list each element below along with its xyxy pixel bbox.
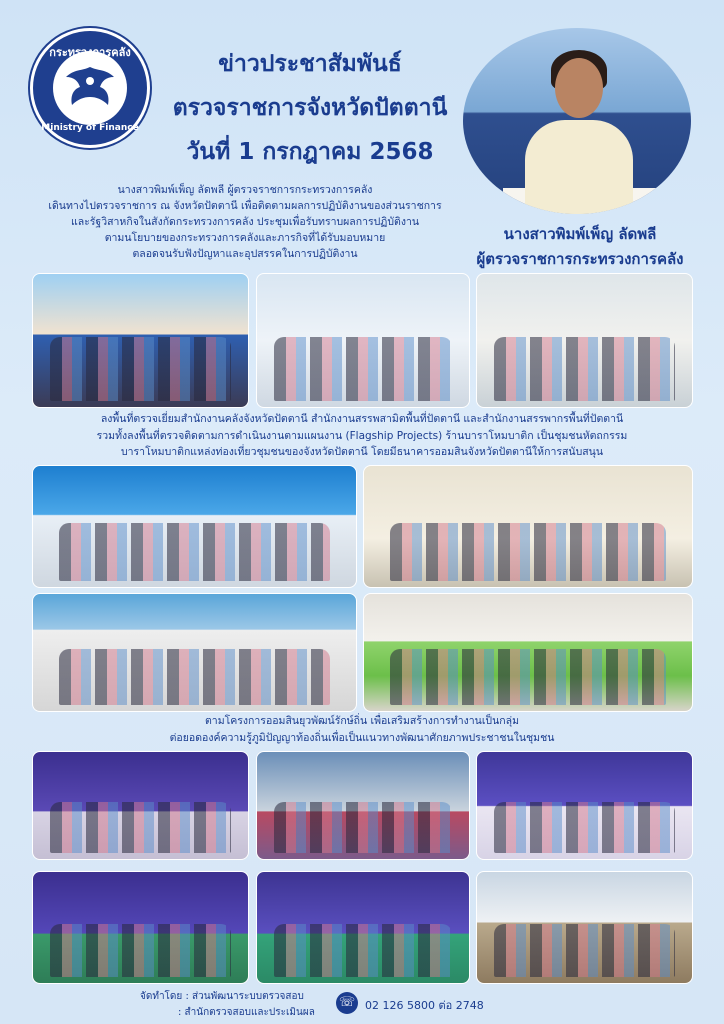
caption-line: บาราโหมบาติกแหล่งท่องเที่ยวชุมชนของจังหวัดปัตตานี โดยมีธนาคารออมสินจังหวัดปัตตานีให้การสนับสนุน (120, 446, 603, 458)
title-line-2: ตรวจราชการจังหวัดปัตตานี (172, 95, 448, 121)
batik-photo (476, 871, 693, 984)
footer-line: จัดทำโดย : ส่วนพัฒนาระบบตรวจสอบ (140, 991, 304, 1002)
intro-line: เดินทางไปตรวจราชการ ณ จังหวัดปัตตานี เพื่อติดตามผลการปฏิบัติงานของส่วนราชการ (48, 200, 442, 212)
meeting-photo (32, 273, 249, 408)
caption-line: ตามโครงการออมสินยุวพัฒน์รักษ์ถิ่น เพื่อเสริมสร้างการทำงานเป็นกลุ่ม (204, 715, 519, 727)
group-photo (32, 593, 357, 712)
page-title (160, 42, 460, 174)
logo-bottom-text: Ministry of Finance (41, 123, 139, 133)
batik-photo (32, 871, 249, 984)
batik-photo (256, 871, 470, 984)
meeting-photo (476, 273, 693, 408)
intro-line: ตามนโยบายของกระทรวงการคลังและภารกิจที่ได้รับมอบหมาย (104, 232, 386, 244)
footer-line: : สำนักตรวจสอบและประเมินผล (178, 1007, 315, 1018)
project-caption (32, 713, 692, 746)
title-line-3: วันที่ 1 กรกฎาคม 2568 (186, 139, 434, 165)
inspector-position: ผู้ตรวจราชการกระทรวงการคลัง (476, 250, 684, 268)
batik-photo (476, 751, 693, 860)
ministry-logo (30, 28, 150, 148)
intro-line: นางสาวพิมพ์เพ็ญ ลัดพลี ผู้ตรวจราชการกระทรวงการคลัง (117, 184, 373, 196)
footer-organization (140, 989, 315, 1021)
intro-line: ตลอดจนรับฟังปัญหาและอุปสรรคในการปฏิบัติงาน (132, 248, 358, 260)
inspector-name: นางสาวพิมพ์เพ็ญ ลัดพลี (503, 225, 657, 243)
batik-photo (32, 751, 249, 860)
caption-line: ต่อยอดองค์ความรู้ภูมิปัญญาท้องถิ่นเพื่อเป็นแนวทางพัฒนาศักยภาพประชาชนในชุมชน (169, 731, 555, 744)
meeting-photo (256, 273, 470, 408)
caption-line: ลงพื้นที่ตรวจเยี่ยมสำนักงานคลังจังหวัดปัตตานี สำนักงานสรรพสามิตพื้นที่ปัตตานี และสำนักงานสรรพากรพื้นที่ปัตตานี (100, 413, 624, 425)
batik-photo (256, 751, 470, 860)
visit-caption (32, 411, 692, 461)
portrait-caption (462, 222, 698, 272)
title-line-1: ข่าวประชาสัมพันธ์ (218, 51, 402, 77)
group-photo (363, 593, 693, 712)
logo-top-text: กระทรวงการคลัง (49, 46, 131, 59)
group-photo (32, 465, 357, 588)
group-photo (363, 465, 693, 588)
intro-paragraph (30, 182, 460, 262)
phone-icon: ☏ (336, 992, 358, 1014)
inspector-portrait-photo (463, 28, 691, 214)
garuda-emblem-icon (53, 51, 127, 125)
intro-line: และรัฐวิสาหกิจในสังกัดกระทรวงการคลัง ประชุมเพื่อรับทราบผลการปฏิบัติงาน (70, 216, 420, 228)
caption-line: รวมทั้งลงพื้นที่ตรวจติดตามการดำเนินงานตามแผนงาน (Flagship Projects) ร้านบาราโหมบาติก เป็นชุมชนหัตถกรรม (96, 429, 628, 442)
phone-number: 02 126 5800 ต่อ 2748 (365, 999, 484, 1012)
